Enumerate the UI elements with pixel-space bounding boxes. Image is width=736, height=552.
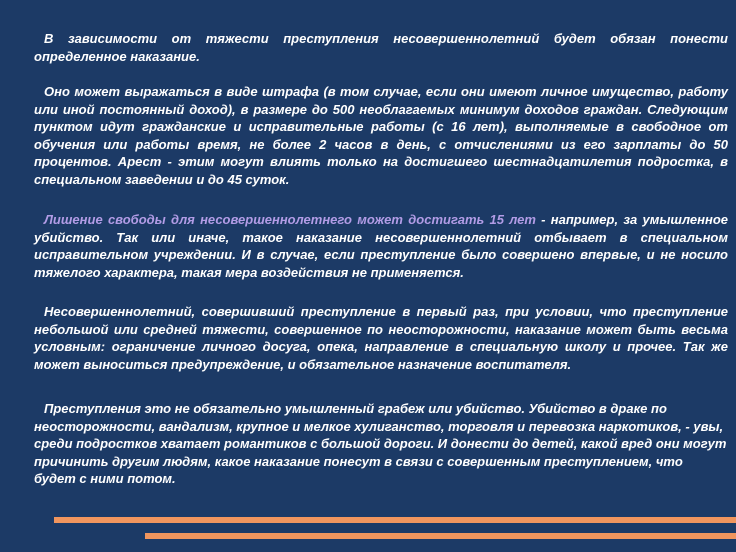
paragraph-text: - например, за умышленное убийство. Так или иначе, такое наказание несовершеннолетний отбывает в специальном исправительном учреждении. И в случае, если преступление было совершено впервые, и не носило тяжелого характера, такая мера воздействия не применяется. — [34, 212, 728, 280]
paragraph-fines-and-arrest: Оно может выражаться в виде штрафа (в том случае, если они имеют личное имущество, работу или иной постоянный доход), в размере до 500 необлагаемых минимум доходов граждан. Следующим пунктом идут гражданские и исправительные работы (с 16 лет), выполняемые в свободное от обучения или работы время, не более 2 часов в день, с отчислениями из его зарплаты до 50 процентов. Арест - этим могут влиять только на достигшего шестнадцатилетия подростка, в специальном заведении и до 45 суток. — [34, 84, 728, 187]
paragraph-imprisonment — [34, 211, 728, 281]
paragraph-crime-types: Преступления это не обязательно умышленный грабеж или убийство. Убийство в драке по неосторожности, вандализм, крупное и мелкое хулиганство, торговля и перевозка наркотиков, - увы, среди подростков хватает романтиков с большой дороги. И донести до детей, какой вред они могут причинить другим людям, какое наказание понесут в связи с совершенным преступлением, что будет с ними потом. — [34, 401, 727, 487]
accent-bar-top — [54, 517, 736, 523]
paragraph-first-offense: Несовершеннолетний, совершивший преступление в первый раз, при условии, что преступление небольшой или средней тяжести, совершенное по неосторожности, наказание может быть весьма условным: ограничение личного досуга, опека, направление в специальную школу и прочее. Так же может выноситься предупреждение, и обязательное назначение воспитателя. — [34, 304, 728, 372]
paragraph-punishment-intro: В зависимости от тяжести преступления несовершеннолетний будет обязан понести определенное наказание. — [34, 31, 728, 64]
highlighted-text: Лишение свободы для несовершеннолетнего может достигать 15 лет — [44, 212, 536, 227]
accent-bar-bottom — [145, 533, 736, 539]
